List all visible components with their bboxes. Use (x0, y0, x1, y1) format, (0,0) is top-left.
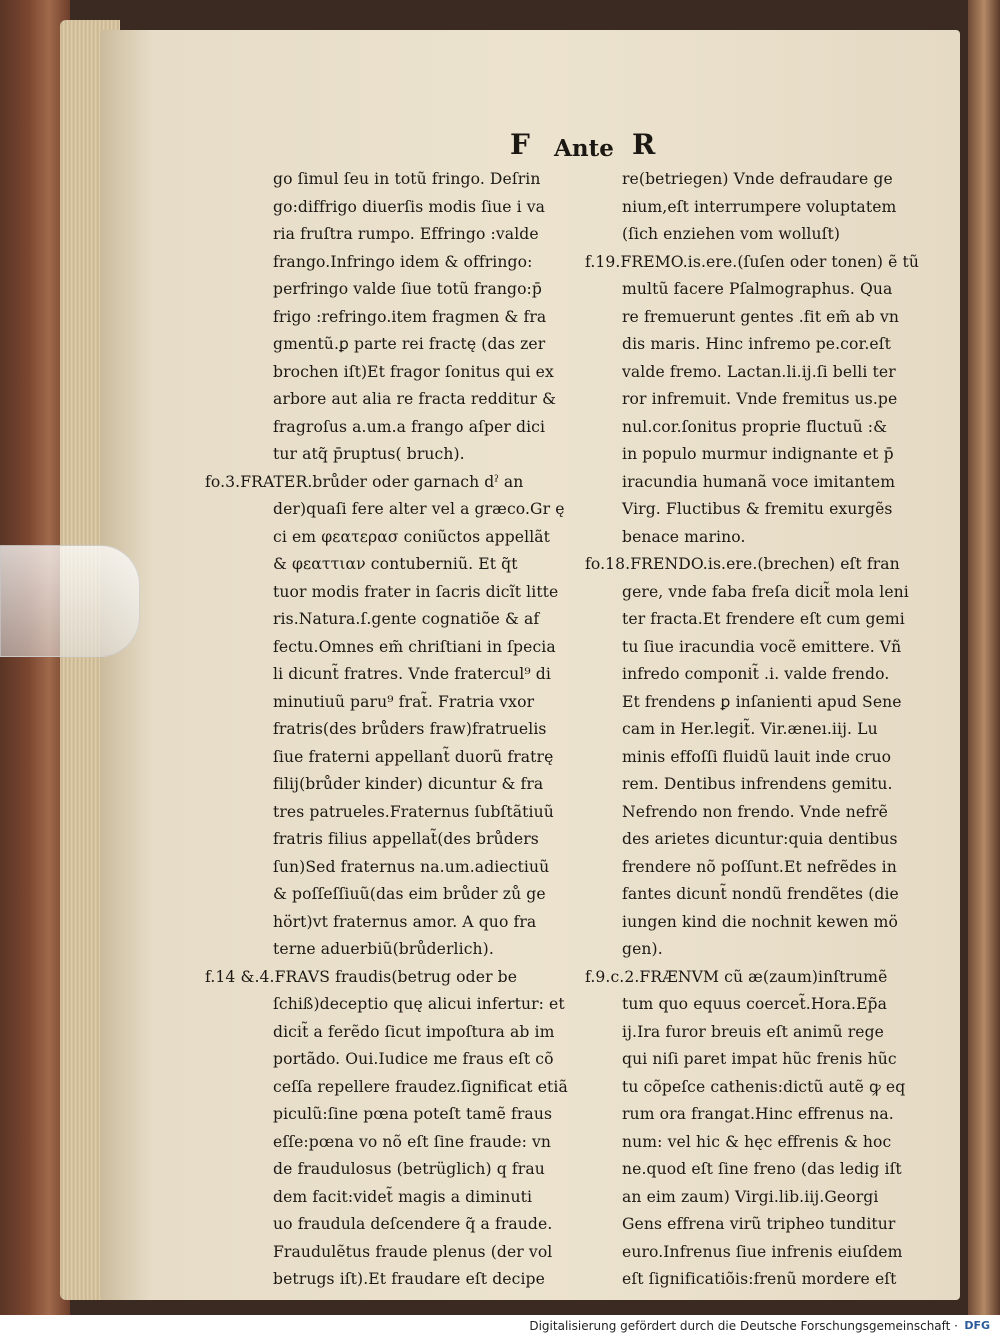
text-line: der)quaſi fere alter vel a græco.Gr ę (273, 500, 565, 518)
text-line: fratris(des brůders fraw)fratruelis (273, 720, 547, 738)
text-line: tu cõpeſce cathenis:dictũ autẽ ꝙ eq (622, 1077, 906, 1096)
text-line: ceſſa repellere fraudez.ſignificat etiã (273, 1077, 568, 1096)
text-line: minutiuũ paru⁹ frat̃. Fratria vxor (273, 692, 535, 711)
text-line: fo.3.FRATER.brůder oder garnach dˀ an (205, 472, 524, 491)
text-line: f.19.FREMO.is.ere.(ſuſen oder tonen) ẽ tũ (585, 252, 920, 271)
header-word: Ante (554, 135, 614, 162)
text-line: infredo componit̃ .i. valde frendo. (622, 665, 890, 683)
text-line: tur atq̃ p̄ruptus( bruch). (273, 445, 465, 463)
text-line: dis maris. Hinc infremo pe.cor.eſt (622, 335, 891, 353)
text-line: minis effoſſi fluidũ lauit inde cruo (622, 747, 892, 766)
text-line: go:diffrigo diuerſis modis ſiue i va (273, 197, 546, 216)
text-line: uo fraudula deſcendere q̃ a fraude. (273, 1215, 553, 1233)
text-line: eſt ſignificatiõis:frenũ mordere eſt (622, 1270, 897, 1288)
dfg-logo: DFG (964, 1319, 990, 1332)
text-line: terne aduerbiũ(brůderlich). (273, 940, 494, 958)
text-line: re fremuerunt gentes .fit em̃ ab vn (622, 307, 900, 326)
text-line: tuor modis frater in ſacris dicĩt litte (273, 582, 559, 601)
text-line: an eim zaum) Virgi.lib.iij.Georgi (622, 1187, 879, 1206)
text-line: euro.Infrenus ſiue infrenis eiuſdem (622, 1242, 903, 1261)
text-line: nul.cor.ſonitus proprie fluctuũ :& (622, 417, 888, 436)
text-line: Virg. Fluctibus & fremitu exurgẽs (622, 500, 893, 518)
text-line: tum quo equus coercet̃.Hora.Ep̃a (622, 995, 888, 1013)
text-line: eſſe:pœna vo nõ eſt ſine fraude: vn (273, 1132, 552, 1151)
glass-weight (0, 545, 140, 657)
text-line: gmentũ.ꝑ parte rei fractę (das zer (273, 335, 546, 353)
text-line: multũ facere Pſalmographus. Qua (622, 280, 893, 298)
text-line: Gens effrena virũ tripheo tunditur (622, 1215, 896, 1233)
text-line: ne.quod eſt ſine freno (das ledig iſt (622, 1160, 902, 1178)
text-line: iungen kind die nochnit kewen mö (622, 912, 898, 931)
text-line: in populo murmur indignante et p̄ (622, 445, 894, 463)
text-line: piculũ:ſine pœna poteſt tamẽ fraus (273, 1105, 553, 1123)
text-line: rum ora frangat.Hinc effrenus na. (622, 1105, 894, 1123)
text-line: Fraudulẽtus fraude plenus (der vol (273, 1242, 553, 1261)
text-line: gere, vnde faba freſa dicit̃ mola leni (622, 582, 909, 601)
text-line: f.9.c.2.FRÆNVM cũ æ(zaum)inſtrumẽ (585, 967, 888, 986)
text-line: dem facit:videt̃ magis a diminuti (273, 1187, 533, 1206)
text-line: portãdo. Oui.Iudice me fraus eſt cõ (273, 1050, 554, 1068)
text-line: li dicunt̃ fratres. Vnde fratercul⁹ di (273, 665, 551, 683)
header-letter-right: R (632, 128, 656, 161)
text-line: frango.Infringo idem & offringo: (273, 252, 533, 271)
text-line: hört)vt fraternus amor. A quo fra (273, 912, 537, 931)
book-cover-right (968, 0, 1000, 1315)
text-line: ſchiß)deceptio quę alicui infertur: et (273, 995, 565, 1013)
text-line: ci em φεατερασ coniũctos appellãt (273, 527, 551, 546)
text-line: fragroſus a.um.a frango aſper dici (273, 417, 546, 436)
text-line: f.14 &.4.FRAVS fraudis(betrug oder be (205, 967, 518, 986)
text-line: des arietes dicuntur:quia dentibus (622, 830, 898, 848)
text-line: (ſich enziehen vom wolluſt) (622, 225, 841, 243)
text-line: fratris filius appellat̃(des brůders (273, 830, 539, 848)
text-line: brochen iſt)Et fragor ſonitus qui ex (273, 362, 554, 381)
text-line: frendere nõ poſſunt.Et nefrẽdes in (622, 857, 897, 876)
text-line: frigo :refringo.item fragmen & fra (273, 307, 547, 326)
text-line: tu ſiue iracundia vocẽ emittere. Vñ (622, 637, 902, 656)
text-line: fectu.Omnes em̃ chriſtiani in ſpecia (273, 637, 556, 656)
text-line: dicit̃ a ferẽdo ſicut impoſtura ab im (273, 1022, 555, 1041)
text-line: qui niſi paret impat hũc frenis hũc (622, 1050, 897, 1068)
text-line: ris.Natura.ſ.gente cognatiõe & af (273, 610, 540, 628)
text-line: ij.Ira furor breuis eſt animũ rege (622, 1022, 884, 1041)
funding-credit: Digitalisierung gefördert durch die Deutsche Forschungsgemeinschaft · (529, 1319, 958, 1333)
text-line: betrugs iſt).Et fraudare eſt decipe (273, 1270, 545, 1288)
footer-bar (0, 1315, 1000, 1338)
text-line: ria fruſtra rumpo. Effringo :valde (273, 225, 539, 243)
text-line: cam in Her.legit̃. Vir.æneı.iij. Lu (622, 720, 878, 738)
text-line: valde fremo. Lactan.li.ij.ſi belli ter (622, 362, 896, 381)
header-letter-left: F (510, 128, 530, 161)
text-line: ſiue fraterni appellant̃ duorũ fratrę (273, 747, 554, 766)
text-line: tres patrueles.Fraternus ſubſtãtiuũ (273, 802, 554, 821)
text-line: Et frendens ꝑ inſanienti apud Sene (622, 692, 902, 711)
text-line: Nefrendo non frendo. Vnde nefrẽ (622, 802, 888, 821)
text-line: de fraudulosus (betrüglich) q frau (273, 1160, 545, 1178)
text-line: arbore aut alia re fracta redditur & (273, 390, 557, 408)
text-line: gen). (622, 940, 663, 958)
text-line: & poſſeſſiuũ(das eim brůder zů ge (273, 885, 546, 903)
running-header (510, 128, 670, 164)
text-line: ror infremuit. Vnde fremitus us.pe (622, 390, 898, 408)
text-line: iracundia humanã voce imitantem (622, 472, 896, 491)
text-line: fantes dicunt̃ nondũ frendẽtes (die (622, 885, 899, 903)
text-line: filij(brůder kinder) dicuntur & fra (273, 775, 544, 793)
text-line: num: vel hic & hęc effrenis & hoc (622, 1132, 892, 1151)
text-line: ſun)Sed fraternus na.um.adiectiuũ (273, 857, 550, 876)
text-line: rem. Dentibus infrendens gemitu. (622, 775, 893, 793)
text-line: & φεαττιαν contuberniũ. Et q̃t (273, 555, 518, 573)
text-line: go ſimul ſeu in totũ fringo. Deſrin (273, 170, 541, 188)
text-line: perfringo valde ſiue totũ frango:p̄ (273, 280, 542, 298)
text-line: fo.18.FRENDO.is.ere.(brechen) eſt fran (585, 555, 900, 573)
text-line: nium,eſt interrumpere voluptatem (622, 197, 897, 216)
text-line: benace marino. (622, 527, 746, 546)
text-line: ter fracta.Et frendere eſt cum gemi (622, 610, 905, 628)
text-line: re(betriegen) Vnde defraudare ge (622, 170, 893, 188)
